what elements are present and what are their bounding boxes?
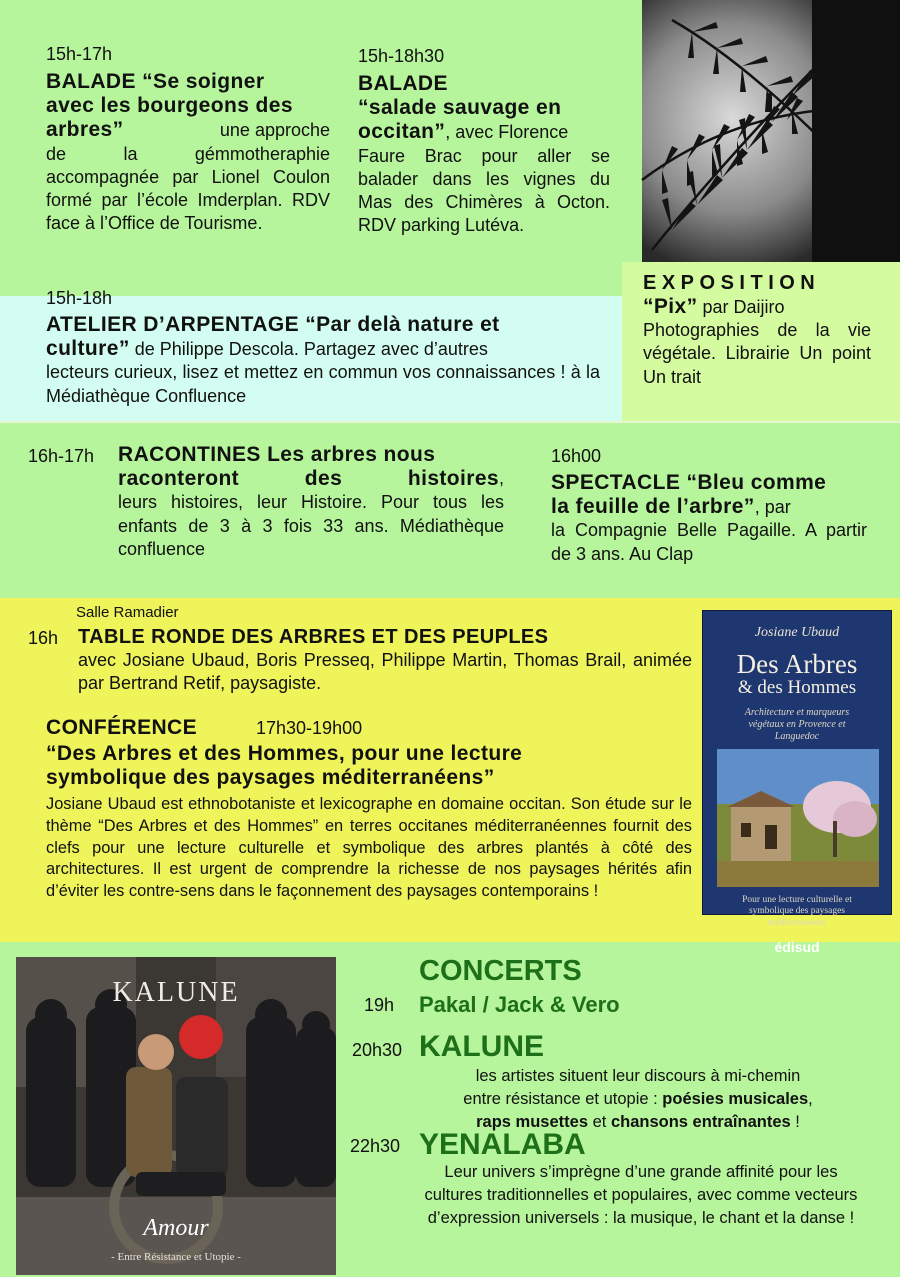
table-ronde-location: Salle Ramadier [76, 604, 179, 621]
concerts-title: CONCERTS [419, 955, 582, 987]
balade2-title-line3: occitan” [358, 120, 446, 144]
table-ronde-time: 16h [28, 628, 59, 648]
conference-time: 17h30-19h00 [256, 718, 363, 738]
concert2-line2 [404, 1088, 872, 1111]
conference-title: CONFÉRENCE [46, 716, 198, 739]
concert2-highlight2: raps musettes [476, 1113, 589, 1132]
balade1-time: 15h-17h [46, 44, 113, 64]
book-subtitle: Architecture et marqueurs végétaux en Provence et Languedoc [744, 706, 850, 742]
concert2-text [404, 1065, 872, 1134]
balade2-block [358, 72, 610, 237]
book-publisher: édisud [774, 939, 820, 956]
balade2-title-line2: “salade sauvage en [358, 96, 562, 120]
table-ronde-block [78, 626, 692, 695]
balade1-title-line1: BALADE “Se soigner [46, 70, 265, 93]
section-divider [0, 421, 900, 423]
atelier-row2 [46, 337, 600, 361]
concert3-name: YENALABA [419, 1128, 586, 1161]
spectacle-block [551, 471, 867, 566]
expo-text: Photographies de la vie végétale. Librairie Un point Un trait [643, 320, 871, 387]
concert3-text: Leur univers s’imprègne d’une grande affinité pour les cultures traditionnelles et populaires, avec comme vecteurs d’expression universels : la musique, le chant et la danse ! [424, 1163, 858, 1228]
concert1-time: 19h [364, 995, 395, 1015]
book-author: Josiane Ubaud [754, 625, 840, 640]
concert1-name: Pakal / Jack & Vero [419, 992, 620, 1017]
spectacle-text-first: , par [754, 497, 791, 518]
balade2-time: 15h-18h30 [358, 46, 445, 66]
expo-quote: “Pix” [643, 295, 698, 318]
expo-row1 [643, 295, 871, 319]
balade1-title-line3: arbres” [46, 118, 124, 142]
balade2-text: Faure Brac pour aller se balader dans les vignes du Mas des Chimères à Octon. RDV parking Lutéva. [358, 145, 610, 236]
balade2-title-row3 [358, 120, 610, 144]
racontines-row2 [118, 467, 504, 491]
racontines-block [118, 443, 504, 561]
concert2-line3-mid: et [588, 1113, 611, 1132]
album-band: KALUNE [112, 977, 240, 1008]
balade1-text-first: une approche [219, 120, 330, 141]
book-title-line2: & des Hommes [737, 677, 857, 698]
concert2-highlight3: chansons entraînantes [610, 1113, 791, 1132]
atelier-title-line2: culture” [46, 337, 130, 361]
spectacle-title-line2: la feuille de l’arbre” [551, 495, 755, 519]
concert2-highlight1: poésies musicales [662, 1090, 809, 1109]
book-bottom-text: Pour une lecture culturelle et symbolique des paysages méditerranéens [742, 894, 852, 928]
balade2-text-first: , avec Florence [445, 122, 569, 143]
concert2-line3-end: ! [790, 1113, 800, 1132]
album-subtitle: - Entre Résistance et Utopie - [111, 1251, 241, 1263]
concert3-time: 22h30 [350, 1136, 401, 1156]
album-cover [16, 957, 336, 1275]
concert2-line2-text: entre résistance et utopie : [463, 1090, 663, 1109]
balade2-title-line1: BALADE [358, 72, 448, 95]
fern-photo [642, 0, 900, 262]
balade1-block [46, 70, 330, 235]
concert2-line1: les artistes situent leur discours à mi-chemin [475, 1067, 801, 1085]
concert2-name: KALUNE [419, 1030, 544, 1063]
spectacle-row2 [551, 495, 867, 519]
conference-block [46, 742, 692, 903]
racontines-text: leurs histoires, leur Histoire. Pour tous les enfants de 3 à 3 fois 33 ans. Médiathèque confluence [118, 492, 504, 559]
concert2-line2-end: , [808, 1090, 813, 1109]
atelier-text-first: de Philippe Descola. Partagez avec d’autres [129, 339, 488, 360]
spectacle-time: 16h00 [551, 446, 602, 466]
table-ronde-title: TABLE RONDE DES ARBRES ET DES PEUPLES [78, 626, 549, 648]
expo-block [643, 272, 871, 389]
balade1-title-row3 [46, 118, 330, 142]
racontines-time: 16h-17h [28, 446, 95, 466]
balade1-text: de la gémmotheraphie accompagnée par Lionel Coulon formé par l’école Imderplan. RDV face à l’Office de Tourisme. [46, 143, 330, 234]
balade1-title-line2: avec les bourgeons des [46, 94, 293, 118]
racontines-title-line1: RACONTINES Les arbres nous [118, 443, 436, 466]
expo-title: EXPOSITION [643, 272, 821, 294]
album-title: Amour [143, 1215, 209, 1241]
book-cover [702, 610, 892, 956]
atelier-title-line1: ATELIER D’ARPENTAGE “Par delà nature et [46, 313, 500, 336]
racontines-text-first: , [498, 468, 504, 489]
spectacle-title-line1: SPECTACLE “Bleu comme [551, 471, 827, 494]
atelier-time: 15h-18h [46, 288, 113, 308]
conference-text: Josiane Ubaud est ethnobotaniste et lexicographe en domaine occitan. Son étude sur le thème “Des Arbres et des Hommes” en terres occitanes méditerranéennes fournit des clefs pour une lecture culturelle et symbolique des arbres plantés à côté des architectures. Il est urgent de comprendre la richesse de nos paysages hérités afin d’éviter les contre-sens dans le façonnement des paysages contemporains ! [46, 795, 692, 900]
atelier-block [46, 313, 600, 408]
atelier-text: lecteurs curieux, lisez et mettez en commun vos connaissances ! à la Médiathèque Confluence [46, 362, 600, 406]
spectacle-text: la Compagnie Belle Pagaille. A partir de 3 ans. Au Clap [551, 520, 867, 564]
conference-subtitle-line2: symbolique des paysages méditerranéens” [46, 766, 495, 790]
book-photo [717, 749, 877, 887]
book-title-line1: Des Arbres [736, 649, 858, 679]
concert2-time: 20h30 [352, 1040, 403, 1060]
conference-subtitle-line1: “Des Arbres et des Hommes, pour une lecture [46, 742, 523, 765]
racontines-title-line2: raconteront des histoires [118, 467, 499, 491]
table-ronde-text: avec Josiane Ubaud, Boris Presseq, Philippe Martin, Thomas Brail, animée par Bertrand Retif, paysagiste. [78, 650, 692, 694]
expo-text-first: par Daijiro [697, 297, 785, 317]
